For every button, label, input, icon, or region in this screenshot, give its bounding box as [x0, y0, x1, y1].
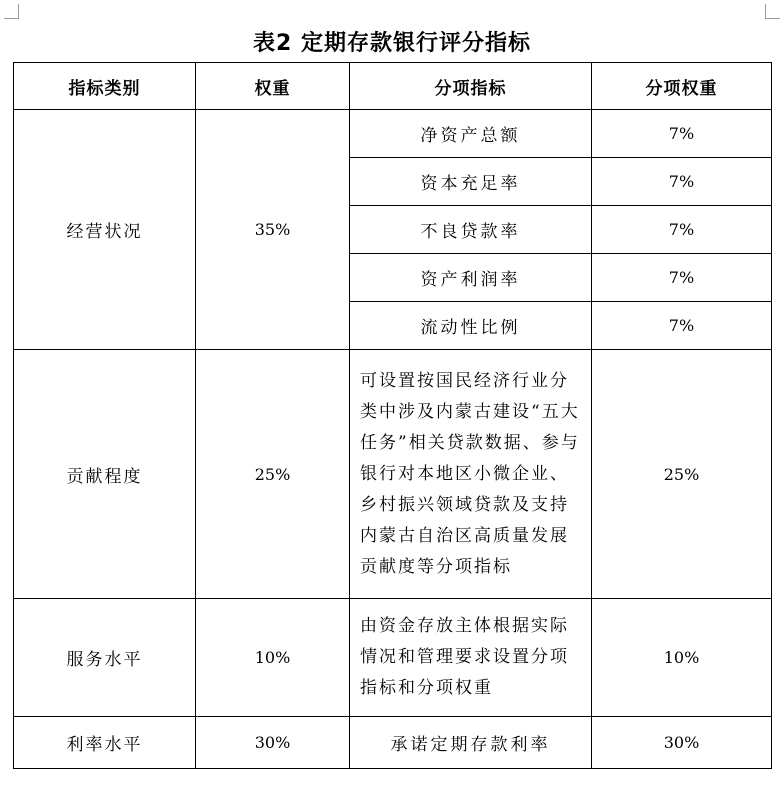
- sub-weight-cell: 7%: [592, 158, 772, 206]
- sub-indicator-cell: 由资金存放主体根据实际情况和管理要求设置分项指标和分项权重: [350, 599, 592, 717]
- table-row: [14, 110, 772, 158]
- sub-indicator-cell: 净资产总额: [350, 110, 592, 158]
- weight-cell: 25%: [196, 350, 350, 599]
- header-category: 指标类别: [14, 63, 196, 110]
- sub-weight-cell: 30%: [592, 717, 772, 769]
- sub-weight-cell: 7%: [592, 206, 772, 254]
- header-sub-weight: 分项权重: [592, 63, 772, 110]
- table-title: 表2 定期存款银行评分指标: [253, 31, 531, 56]
- sub-indicator-cell: 资本充足率: [350, 158, 592, 206]
- sub-indicator-cell: 可设置按国民经济行业分类中涉及内蒙古建设“五大任务”相关贷款数据、参与银行对本地区小微企业、乡村振兴领域贷款及支持内蒙古自治区高质量发展贡献度等分项指标: [350, 350, 592, 599]
- sub-indicator-cell: 流动性比例: [350, 302, 592, 350]
- weight-cell: 35%: [196, 110, 350, 350]
- crop-mark-top-left: [4, 4, 19, 19]
- sub-weight-cell: 7%: [592, 110, 772, 158]
- category-cell: 利率水平: [14, 717, 196, 769]
- header-sub-indicator: 分项指标: [350, 63, 592, 110]
- sub-indicator-cell: 资产利润率: [350, 254, 592, 302]
- category-cell: 服务水平: [14, 599, 196, 717]
- sub-indicator-cell: 承诺定期存款利率: [350, 717, 592, 769]
- weight-cell: 10%: [196, 599, 350, 717]
- header-row: [14, 63, 772, 110]
- category-cell: 贡献程度: [14, 350, 196, 599]
- sub-weight-cell: 25%: [592, 350, 772, 599]
- sub-weight-cell: 10%: [592, 599, 772, 717]
- table-row: [14, 717, 772, 769]
- header-weight: 权重: [196, 63, 350, 110]
- scoring-table: [13, 62, 772, 769]
- crop-mark-top-right: [765, 4, 780, 19]
- table-row: [14, 350, 772, 599]
- weight-cell: 30%: [196, 717, 350, 769]
- sub-weight-cell: 7%: [592, 254, 772, 302]
- sub-weight-cell: 7%: [592, 302, 772, 350]
- table-row: [14, 599, 772, 717]
- category-cell: 经营状况: [14, 110, 196, 350]
- sub-indicator-cell: 不良贷款率: [350, 206, 592, 254]
